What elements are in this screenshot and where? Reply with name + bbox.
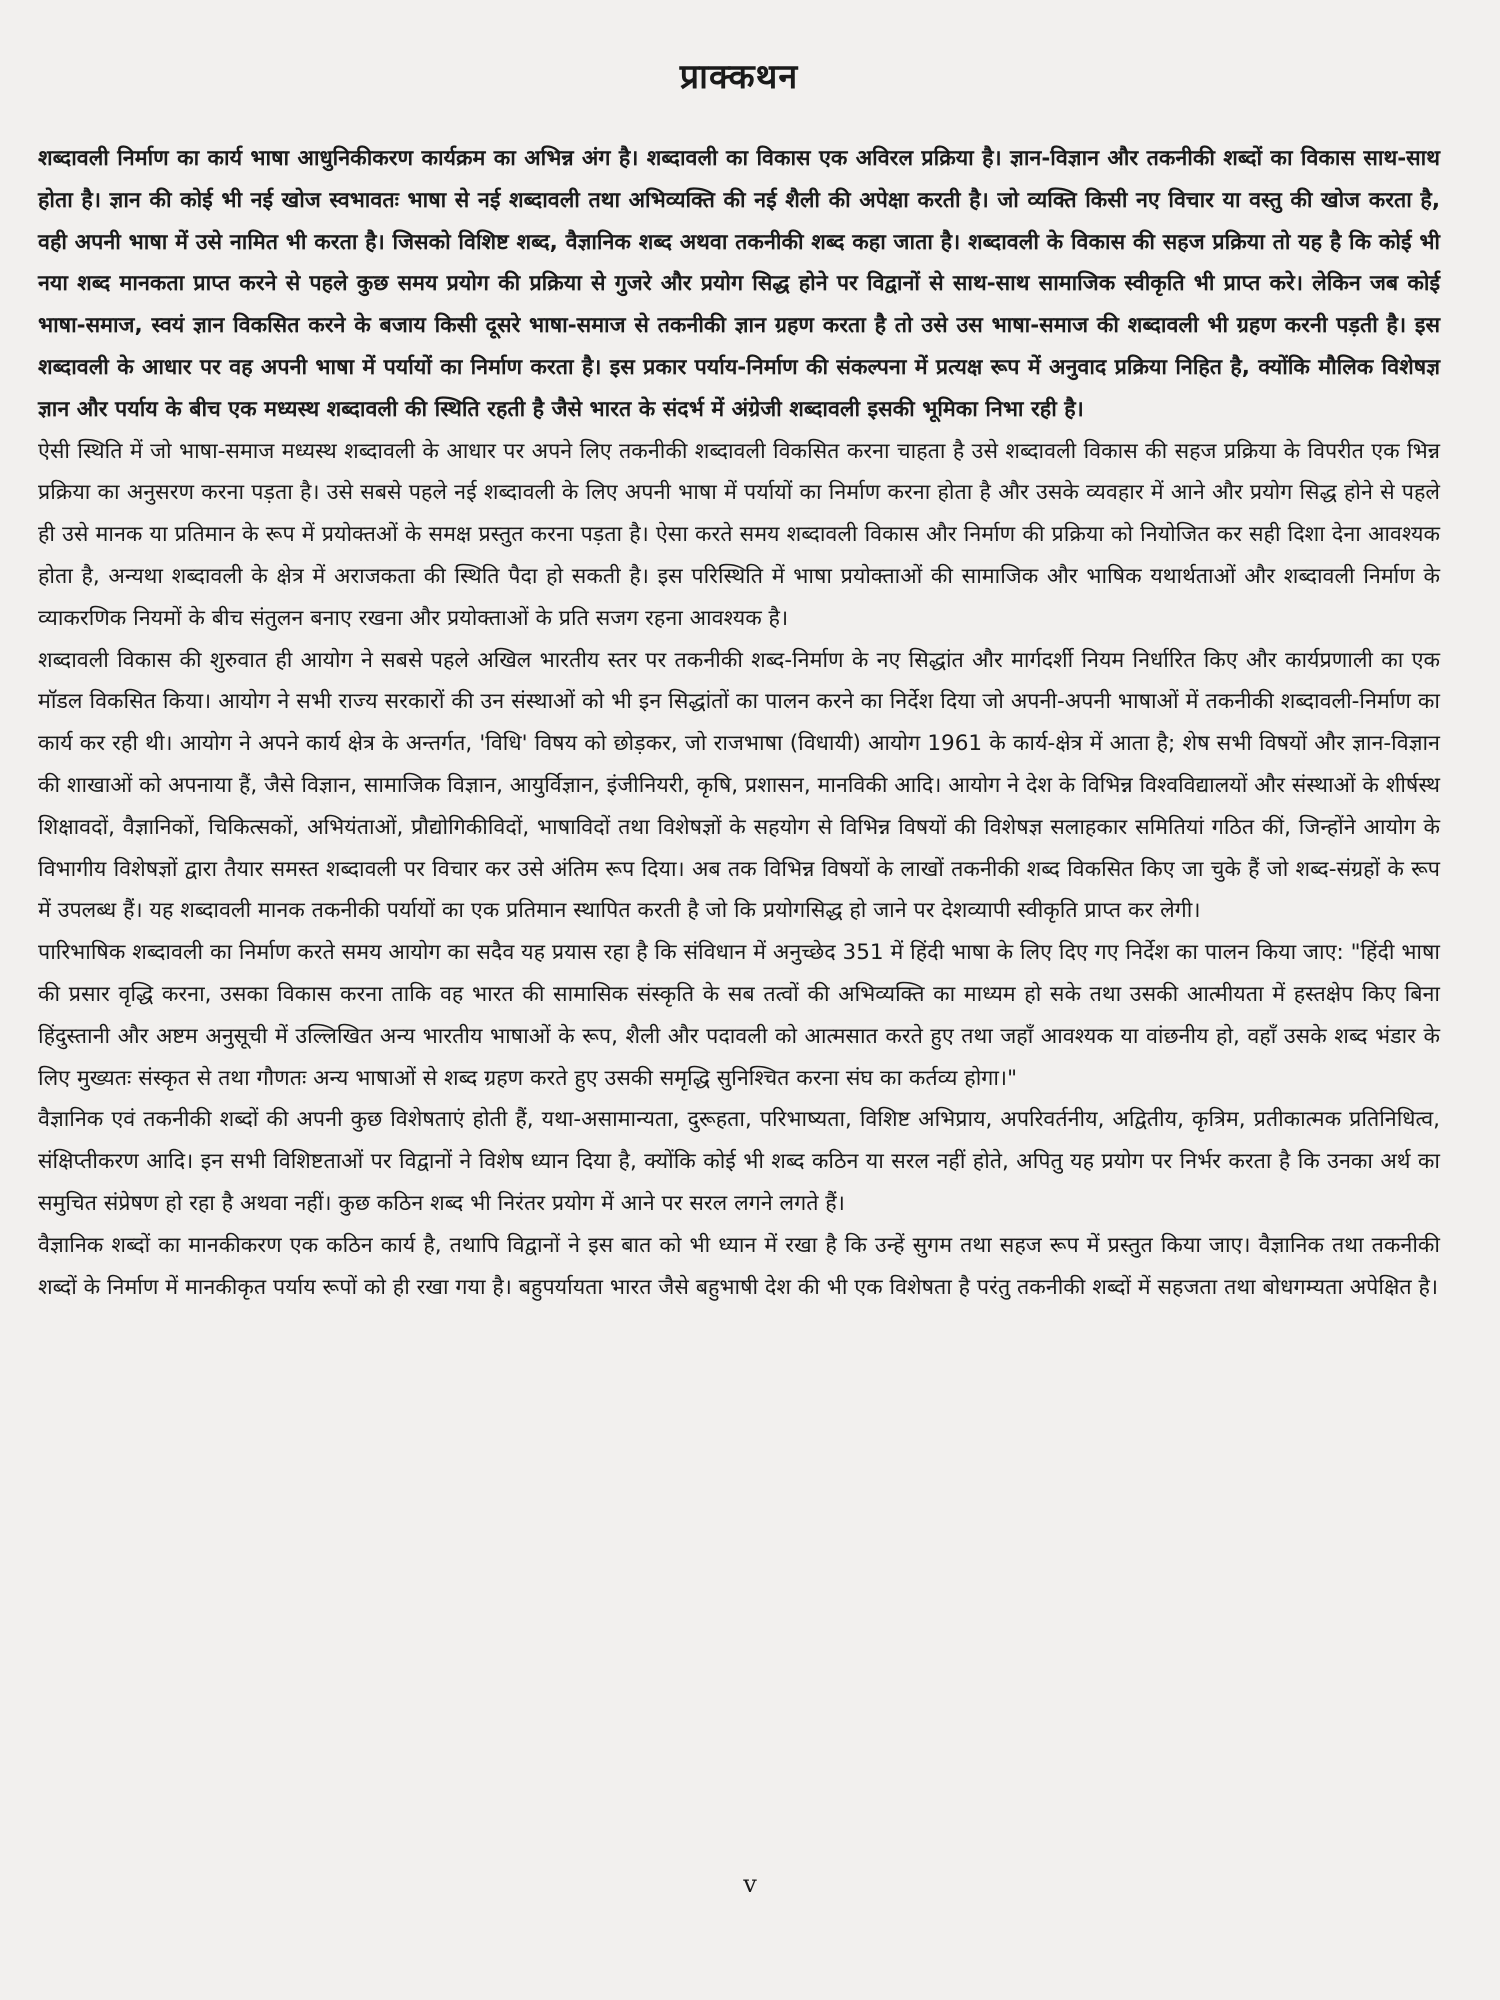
paragraph-5: वैज्ञानिक एवं तकनीकी शब्दों की अपनी कुछ विशेषताएं होती हैं, यथा-असामान्यता, दुरूहता, परिभाष्यता, विशिष्ट अभिप्राय, अपरिवर्तनीय, अद्वितीय, कृत्रिम, प्रतीकात्मक प्रतिनिधित्व, संक्षिप्तीकरण आदि। इन सभी विशिष्टताओं पर विद्वानों ने विशेष ध्यान दिया है, क्योंकि कोई भी शब्द कठिन या सरल नहीं होते, अपितु यह प्रयोग पर निर्भर करता है कि उनका अर्थ का समुचित संप्रेषण हो रहा है अथवा नहीं। कुछ कठिन शब्द भी निरंतर प्रयोग में आने पर सरल लगने लगते हैं। xyxy=(38,1107,1440,1216)
page-number: v xyxy=(743,1870,757,1898)
paragraph-6: वैज्ञानिक शब्दों का मानकीकरण एक कठिन कार्य है, तथापि विद्वानों ने इस बात को भी ध्यान में रखा है कि उन्हें सुगम तथा सहज रूप में प्रस्तुत किया जाए। वैज्ञानिक तथा तकनीकी शब्दों के निर्माण में मानकीकृत पर्याय रूपों को ही रखा गया है। बहुपर्यायता भारत जैसे बहुभाषी देश की भी एक विशेषता है परंतु तकनीकी शब्दों में सहजता तथा बोधगम्यता अपेक्षित है। xyxy=(38,1232,1440,1300)
paragraph-2: ऐसी स्थिति में जो भाषा-समाज मध्यस्थ शब्दावली के आधार पर अपने लिए तकनीकी शब्दावली विकसित करना चाहता है उसे शब्दावली विकास की सहज प्रक्रिया के विपरीत एक भिन्न प्रक्रिया का अनुसरण करना पड़ता है। उसे सबसे पहले नई शब्दावली के लिए अपनी भाषा में पर्यायों का निर्माण करना होता है और उसके व्यवहार में आने और प्रयोग सिद्ध होने से पहले ही उसे मानक या प्रतिमान के रूप में प्रयोक्तओं के समक्ष प्रस्तुत करना पड़ता है। ऐसा करते समय शब्दावली विकास और निर्माण की प्रक्रिया को नियोजित कर सही दिशा देना आवश्यक होता है, अन्यथा शब्दावली के क्षेत्र में अराजकता की स्थिति पैदा हो सकती है। इस परिस्थिति में भाषा प्रयोक्ताओं की सामाजिक और भाषिक यथार्थताओं और शब्दावली निर्माण के व्याकरणिक नियमों के बीच संतुलन बनाए रखना और प्रयोक्ताओं के प्रति सजग रहना आवश्यक है। xyxy=(38,438,1440,631)
paragraph-1: शब्दावली निर्माण का कार्य भाषा आधुनिकीकरण कार्यक्रम का अभिन्न अंग है। शब्दावली का विकास एक अविरल प्रक्रिया है। ज्ञान-विज्ञान और तकनीकी शब्दों का विकास साथ-साथ होता है। ज्ञान की कोई भी नई खोज स्वभावतः भाषा से नई शब्दावली तथा अभिव्यक्ति की नई शैली की अपेक्षा करती है। जो व्यक्ति किसी नए विचार या वस्तु की खोज करता है, वही अपनी भाषा में उसे नामित भी करता है। जिसको विशिष्ट शब्द, वैज्ञानिक शब्द अथवा तकनीकी शब्द कहा जाता है। शब्दावली के विकास की सहज प्रक्रिया तो यह है कि कोई भी नया शब्द मानकता प्राप्त करने से पहले कुछ समय प्रयोग की प्रक्रिया से गुजरे और प्रयोग सिद्ध होने पर विद्वानों से साथ-साथ सामाजिक स्वीकृति भी प्राप्त करे। लेकिन जब कोई भाषा-समाज, स्वयं ज्ञान विकसित करने के बजाय किसी दूसरे भाषा-समाज से तकनीकी ज्ञान ग्रहण करता है तो उसे उस भाषा-समाज की शब्दावली भी ग्रहण करनी पड़ती है। इस शब्दावली के आधार पर वह अपनी भाषा में पर्यायों का निर्माण करता है। इस प्रकार पर्याय-निर्माण की संकल्पना में प्रत्यक्ष रूप में अनुवाद प्रक्रिया निहित है, क्योंकि मौलिक विशेषज्ञ ज्ञान और पर्याय के बीच एक मध्यस्थ शब्दावली की स्थिति रहती है जैसे भारत के संदर्भ में अंग्रेजी शब्दावली इसकी भूमिका निभा रही है। xyxy=(38,146,1440,422)
paragraph-3: शब्दावली विकास की शुरुवात ही आयोग ने सबसे पहले अखिल भारतीय स्तर पर तकनीकी शब्द-निर्माण के नए सिद्धांत और मार्गदर्शी नियम निर्धारित किए और कार्यप्रणाली का एक मॉडल विकसित किया। आयोग ने सभी राज्य सरकारों की उन संस्थाओं को भी इन सिद्धांतों का पालन करने का निर्देश दिया जो अपनी-अपनी भाषाओं में तकनीकी शब्दावली-निर्माण का कार्य कर रही थी। आयोग ने अपने कार्य क्षेत्र के अन्तर्गत, 'विधि' विषय को छोड़कर, जो राजभाषा (विधायी) आयोग 1961 के कार्य-क्षेत्र में आता है; शेष सभी विषयों और ज्ञान-विज्ञान की शाखाओं को अपनाया हैं, जैसे विज्ञान, सामाजिक विज्ञान, आयुर्विज्ञान, इंजीनियरी, कृषि, प्रशासन, मानविकी आदि। आयोग ने देश के विभिन्न विश्वविद्यालयों और संस्थाओं के शीर्षस्थ शिक्षावदों, वैज्ञानिकों, चिकित्सकों, अभियंताओं, प्रौद्योगिकीविदों, भाषाविदों तथा विशेषज्ञों के सहयोग से विभिन्न विषयों की विशेषज्ञ सलाहकार समितियां गठित कीं, जिन्होंने आयोग के विभागीय विशेषज्ञों द्वारा तैयार समस्त शब्दावली पर विचार कर उसे अंतिम रूप दिया। अब तक विभिन्न विषयों के लाखों तकनीकी शब्द विकसित किए जा चुके हैं जो शब्द-संग्रहों के रूप में उपलब्ध हैं। यह शब्दावली मानक तकनीकी पर्यायों का एक प्रतिमान स्थापित करती है जो कि प्रयोगसिद्ध हो जाने पर देशव्यापी स्वीकृति प्राप्त कर लेगी। xyxy=(38,647,1440,924)
page-title: प्राक्कथन xyxy=(679,57,799,97)
paragraph-4: पारिभाषिक शब्दावली का निर्माण करते समय आयोग का सदैव यह प्रयास रहा है कि संविधान में अनुच्छेद 351 में हिंदी भाषा के लिए दिए गए निर्देश का पालन किया जाए: "हिंदी भाषा की प्रसार वृद्धि करना, उसका विकास करना ताकि वह भारत की सामासिक संस्कृति के सब तत्वों की अभिव्यक्ति का माध्यम हो सके तथा उसकी आत्मीयता में हस्तक्षेप किए बिना हिंदुस्तानी और अष्टम अनुसूची में उल्लिखित अन्य भारतीय भाषाओं के रूप, शैली और पदावली को आत्मसात करते हुए तथा जहाँ आवश्यक या वांछनीय हो, वहाँ उसके शब्द भंडार के लिए मुख्यतः संस्कृत से तथा गौणतः अन्य भाषाओं से शब्द ग्रहण करते हुए उसकी समृद्धि सुनिश्चित करना संघ का कर्तव्य होगा।" xyxy=(38,940,1440,1091)
